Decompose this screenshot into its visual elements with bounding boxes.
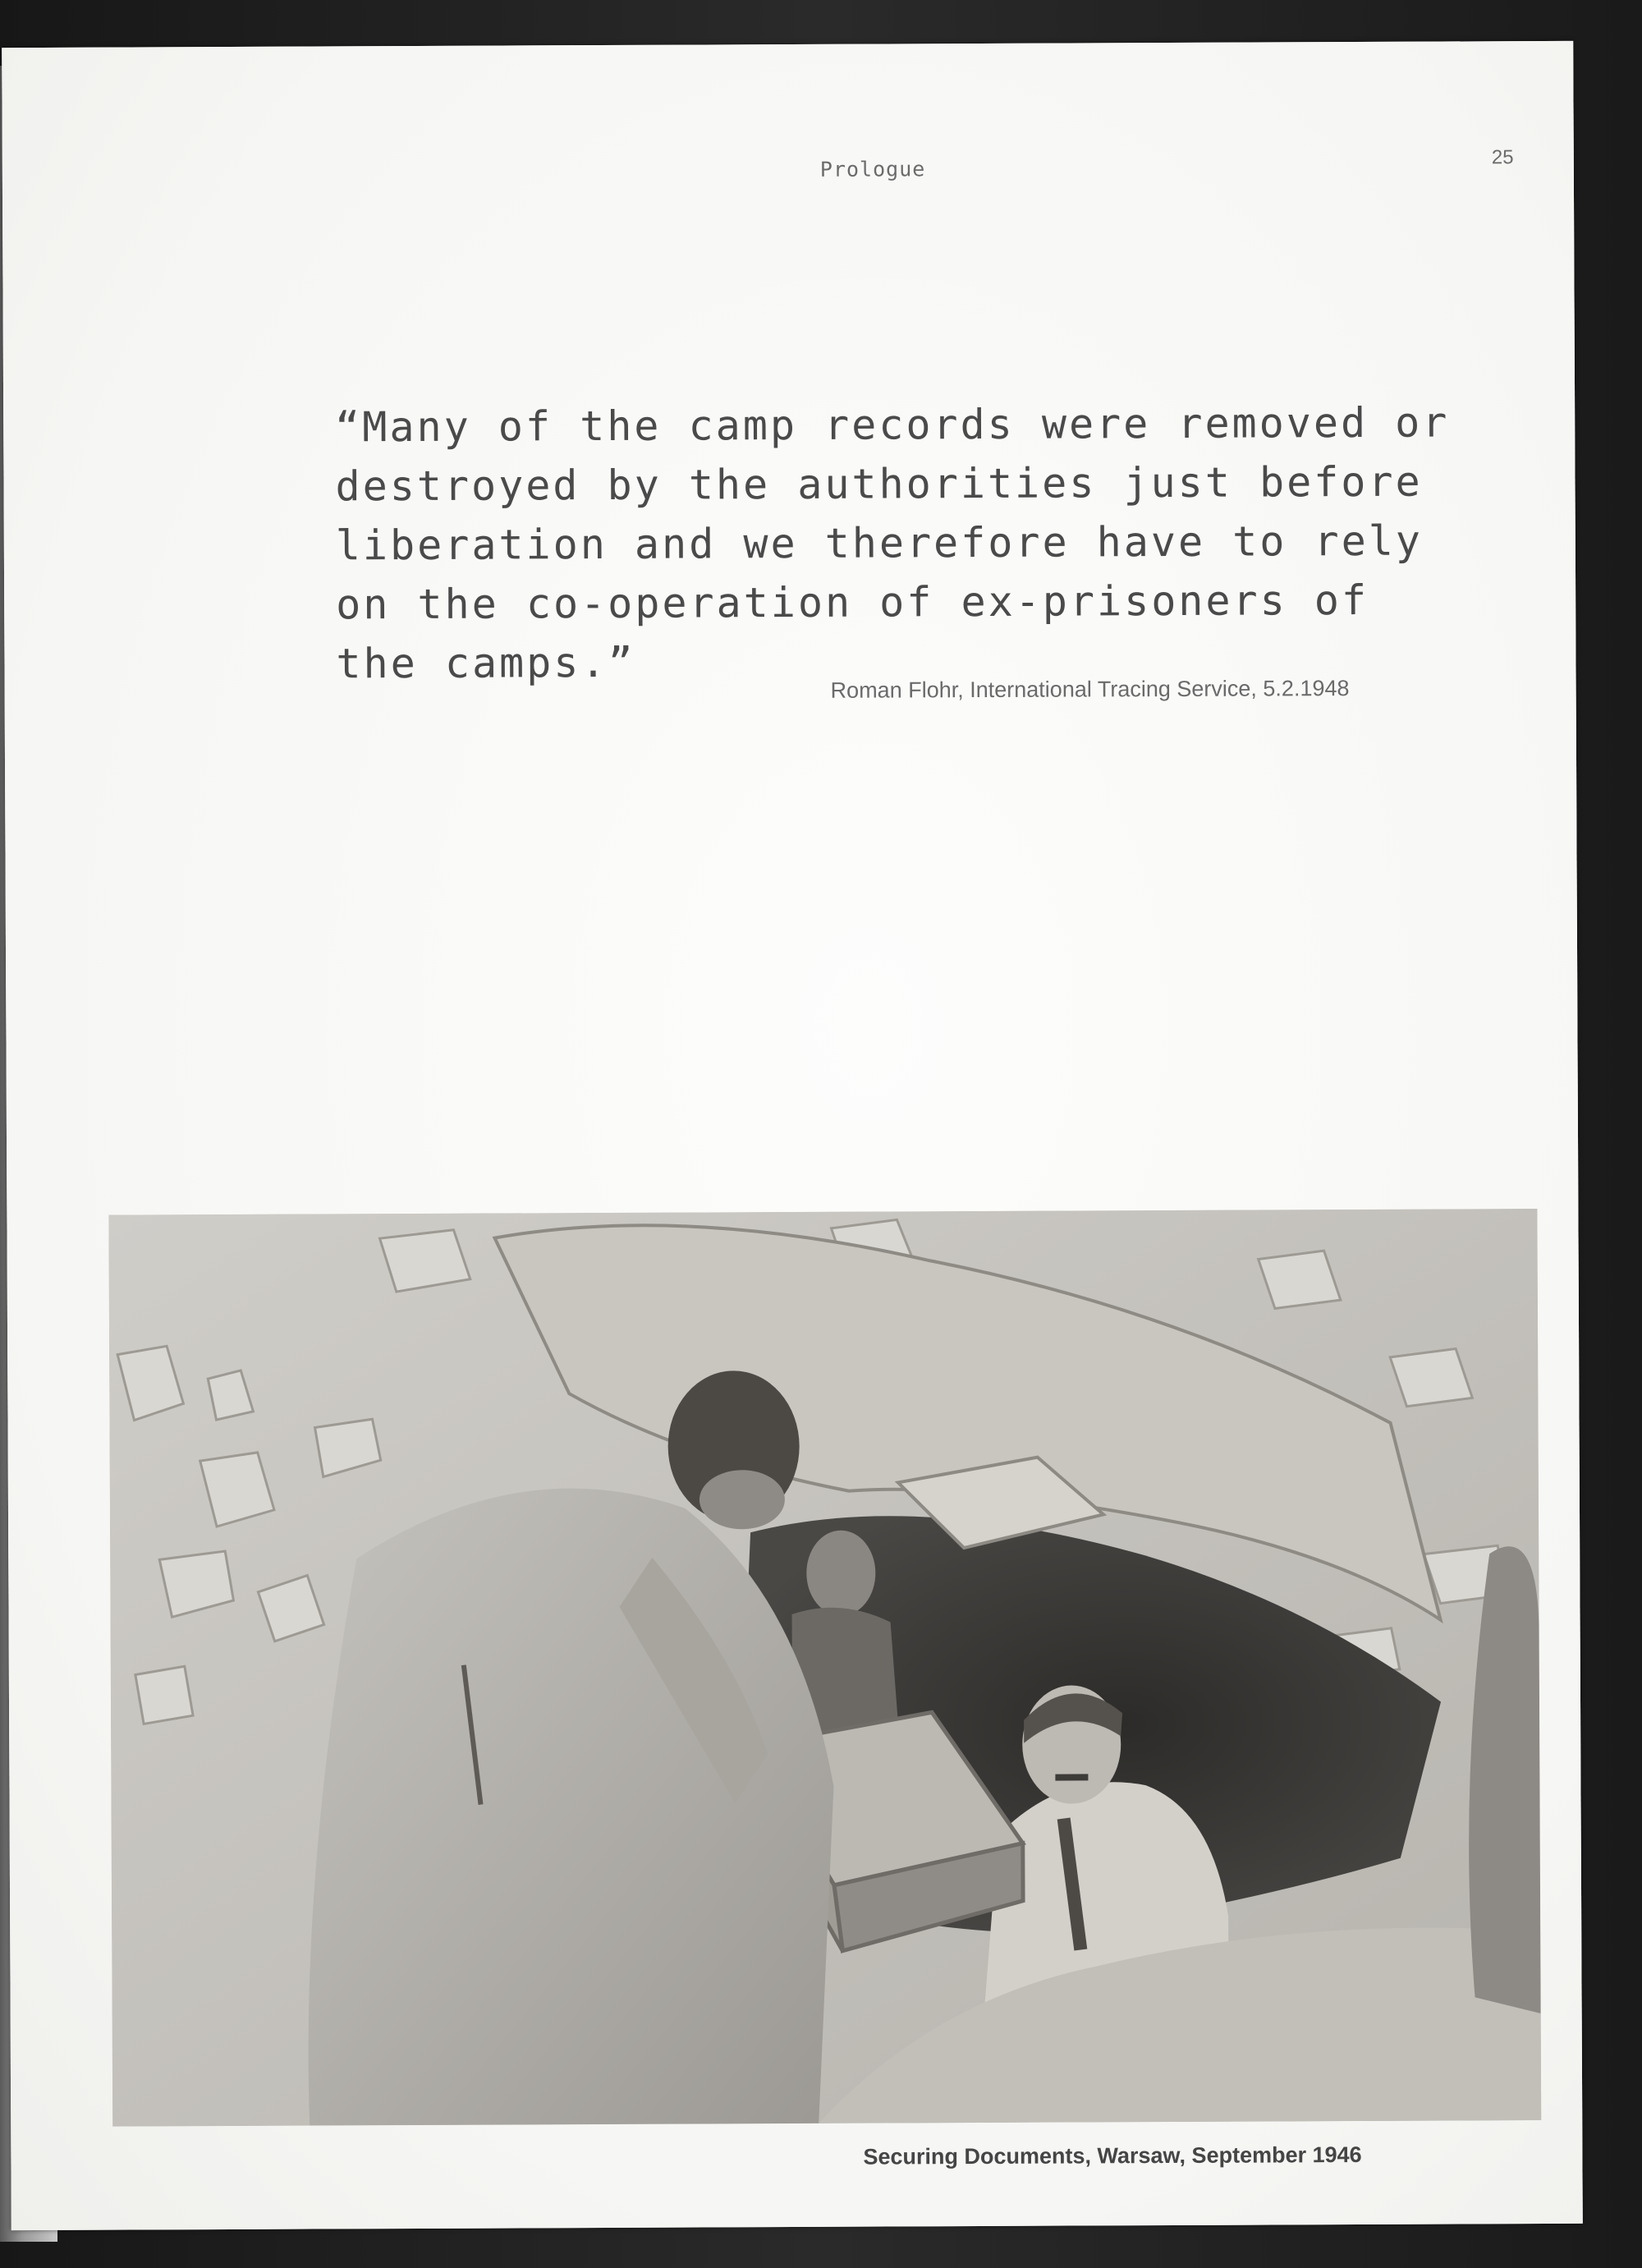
photograph-illustration bbox=[108, 1209, 1541, 2127]
photo-caption: Securing Documents, Warsaw, September 1946 bbox=[863, 2142, 1362, 2169]
pull-quote: “Many of the camp records were removed or destroyed by the authorities just before liberation and we therefore have to rely on the co-operation of ex-prisoners of the camps.” bbox=[335, 398, 1450, 688]
running-head: Prologue bbox=[819, 157, 926, 181]
quote-attribution: Roman Flohr, International Tracing Service, 5.2.1948 bbox=[830, 676, 1350, 703]
book-page bbox=[2, 41, 1583, 2230]
page-number: 25 bbox=[1491, 146, 1514, 169]
archival-photograph bbox=[108, 1209, 1541, 2127]
